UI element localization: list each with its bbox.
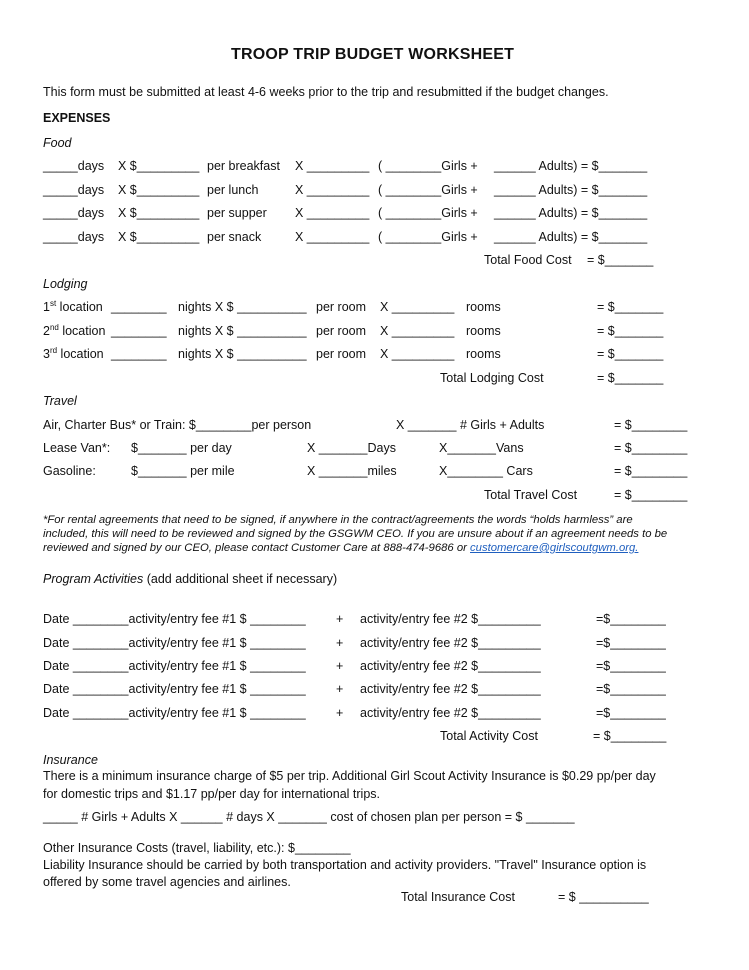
activity-total-label: Total Activity Cost <box>440 729 538 743</box>
lodging-rooms: rooms <box>466 347 501 361</box>
lodging-rooms: rooms <box>466 300 501 314</box>
activity-fee2: activity/entry fee #2 $_________ <box>360 682 541 696</box>
food-cost: X $_________ <box>118 183 200 197</box>
activity-subtotal: =$________ <box>596 682 666 696</box>
food-adults-total: ______ Adults) = $_______ <box>494 159 648 173</box>
travel-gas-subtotal: = $________ <box>614 464 688 478</box>
food-multiplier: X _________ <box>295 183 370 197</box>
activity-fee2: activity/entry fee #2 $_________ <box>360 612 541 626</box>
lodging-nights: nights X $ __________ <box>178 300 307 314</box>
activity-subtotal: =$________ <box>596 612 666 626</box>
liability-text: Liability Insurance should be carried by both transportation and activity providers. "Travel" Insurance option is <box>43 858 647 872</box>
lodging-location: 3rd location <box>43 345 104 361</box>
food-cost: X $_________ <box>118 159 200 173</box>
travel-gas-miles: X _______miles <box>307 464 397 478</box>
lodging-blank: ________ <box>111 347 167 361</box>
travel-van-label: Lease Van*: <box>43 441 111 455</box>
food-days: _____days <box>43 230 105 244</box>
lodging-rooms-blank: X _________ <box>380 300 455 314</box>
activity-plus: + <box>336 636 344 650</box>
lodging-subtotal: = $_______ <box>597 347 664 361</box>
footnote-line: reviewed and signed by our CEO, please contact Customer Care at 888-474-9686 or customercare@girlscoutgwm.org. <box>43 542 639 554</box>
food-adults-total: ______ Adults) = $_______ <box>494 230 648 244</box>
lodging-rooms-blank: X _________ <box>380 324 455 338</box>
food-cost: X $_________ <box>118 230 200 244</box>
insurance-calculation: _____ # Girls + Adults X ______ # days X _______ cost of chosen plan per person = $ _______ <box>43 810 575 824</box>
activity-fee1: Date ________activity/entry fee #1 $ ________ <box>43 706 306 720</box>
food-meal: per supper <box>207 206 267 220</box>
expenses-heading: EXPENSES <box>43 111 111 125</box>
lodging-location: 2nd location <box>43 322 106 338</box>
food-total-value: = $_______ <box>587 253 654 267</box>
insurance-heading: Insurance <box>43 753 98 767</box>
lodging-heading: Lodging <box>43 277 88 291</box>
travel-air-count: X _______ # Girls + Adults <box>396 418 545 432</box>
lodging-nights: nights X $ __________ <box>178 347 307 361</box>
lodging-nights: nights X $ __________ <box>178 324 307 338</box>
lodging-subtotal: = $_______ <box>597 300 664 314</box>
food-total-label: Total Food Cost <box>484 253 572 267</box>
activity-total-value: = $________ <box>593 729 667 743</box>
insurance-total-value: = $ __________ <box>558 890 649 904</box>
lodging-per-room: per room <box>316 347 367 361</box>
activity-fee2: activity/entry fee #2 $_________ <box>360 659 541 673</box>
food-multiplier: X _________ <box>295 230 370 244</box>
page-title: TROOP TRIP BUDGET WORKSHEET <box>231 46 515 63</box>
travel-van-subtotal: = $________ <box>614 441 688 455</box>
travel-gas-cost: $_______ per mile <box>131 464 235 478</box>
insurance-text: for domestic trips and $1.17 pp/per day for international trips. <box>43 787 380 801</box>
lodging-per-room: per room <box>316 300 367 314</box>
customer-care-email-link[interactable]: customercare@girlscoutgwm.org. <box>470 542 639 554</box>
lodging-total-value: = $_______ <box>597 371 664 385</box>
activity-plus: + <box>336 706 344 720</box>
activity-subtotal: =$________ <box>596 636 666 650</box>
lodging-per-room: per room <box>316 324 367 338</box>
lodging-subtotal: = $_______ <box>597 324 664 338</box>
activity-subtotal: =$________ <box>596 706 666 720</box>
food-multiplier: X _________ <box>295 159 370 173</box>
food-days: _____days <box>43 206 105 220</box>
travel-van-count: X_______Vans <box>439 441 524 455</box>
food-girls: ( ________Girls + <box>378 206 478 220</box>
food-girls: ( ________Girls + <box>378 183 478 197</box>
insurance-text: There is a minimum insurance charge of $5 per trip. Additional Girl Scout Activity Insurance is $0.29 pp/per day <box>43 769 656 783</box>
travel-total-label: Total Travel Cost <box>484 488 578 502</box>
activity-plus: + <box>336 612 344 626</box>
food-girls: ( ________Girls + <box>378 159 478 173</box>
lodging-location: 1st location <box>43 298 103 314</box>
activity-fee1: Date ________activity/entry fee #1 $ ________ <box>43 612 306 626</box>
footnote-line: *For rental agreements that need to be signed, if anywhere in the contract/agreements the words “holds harmless” are <box>43 514 633 526</box>
activity-plus: + <box>336 682 344 696</box>
activity-fee2: activity/entry fee #2 $_________ <box>360 636 541 650</box>
food-multiplier: X _________ <box>295 206 370 220</box>
insurance-total-label: Total Insurance Cost <box>401 890 515 904</box>
activity-subtotal: =$________ <box>596 659 666 673</box>
lodging-blank: ________ <box>111 300 167 314</box>
intro-text: This form must be submitted at least 4-6 weeks prior to the trip and resubmitted if the budget changes. <box>43 85 609 99</box>
food-adults-total: ______ Adults) = $_______ <box>494 206 648 220</box>
other-insurance-costs: Other Insurance Costs (travel, liability, etc.): $________ <box>43 841 351 855</box>
travel-total-value: = $________ <box>614 488 688 502</box>
travel-van-days: X _______Days <box>307 441 396 455</box>
travel-air-subtotal: = $________ <box>614 418 688 432</box>
travel-air-label: Air, Charter Bus* or Train: $________per person <box>43 418 312 432</box>
activity-fee2: activity/entry fee #2 $_________ <box>360 706 541 720</box>
activity-plus: + <box>336 659 344 673</box>
food-meal: per lunch <box>207 183 259 197</box>
activity-fee1: Date ________activity/entry fee #1 $ ________ <box>43 682 306 696</box>
lodging-rooms: rooms <box>466 324 501 338</box>
food-meal: per snack <box>207 230 262 244</box>
food-girls: ( ________Girls + <box>378 230 478 244</box>
food-cost: X $_________ <box>118 206 200 220</box>
travel-heading: Travel <box>43 394 77 408</box>
travel-gas-label: Gasoline: <box>43 464 96 478</box>
lodging-blank: ________ <box>111 324 167 338</box>
food-adults-total: ______ Adults) = $_______ <box>494 183 648 197</box>
food-days: _____days <box>43 159 105 173</box>
lodging-rooms-blank: X _________ <box>380 347 455 361</box>
travel-gas-cars: X________ Cars <box>439 464 533 478</box>
liability-text: offered by some travel agencies and airlines. <box>43 875 291 889</box>
activities-heading: Program Activities (add additional sheet if necessary) <box>43 572 338 586</box>
footnote-line: included, this will need to be reviewed and signed by the GSGWM CEO. If you are unsure about if an agreement needs to be <box>43 528 668 540</box>
food-days: _____days <box>43 183 105 197</box>
travel-van-cost: $_______ per day <box>131 441 232 455</box>
food-meal: per breakfast <box>207 159 280 173</box>
food-heading: Food <box>43 136 72 150</box>
activity-fee1: Date ________activity/entry fee #1 $ ________ <box>43 636 306 650</box>
activity-fee1: Date ________activity/entry fee #1 $ ________ <box>43 659 306 673</box>
lodging-total-label: Total Lodging Cost <box>440 371 544 385</box>
